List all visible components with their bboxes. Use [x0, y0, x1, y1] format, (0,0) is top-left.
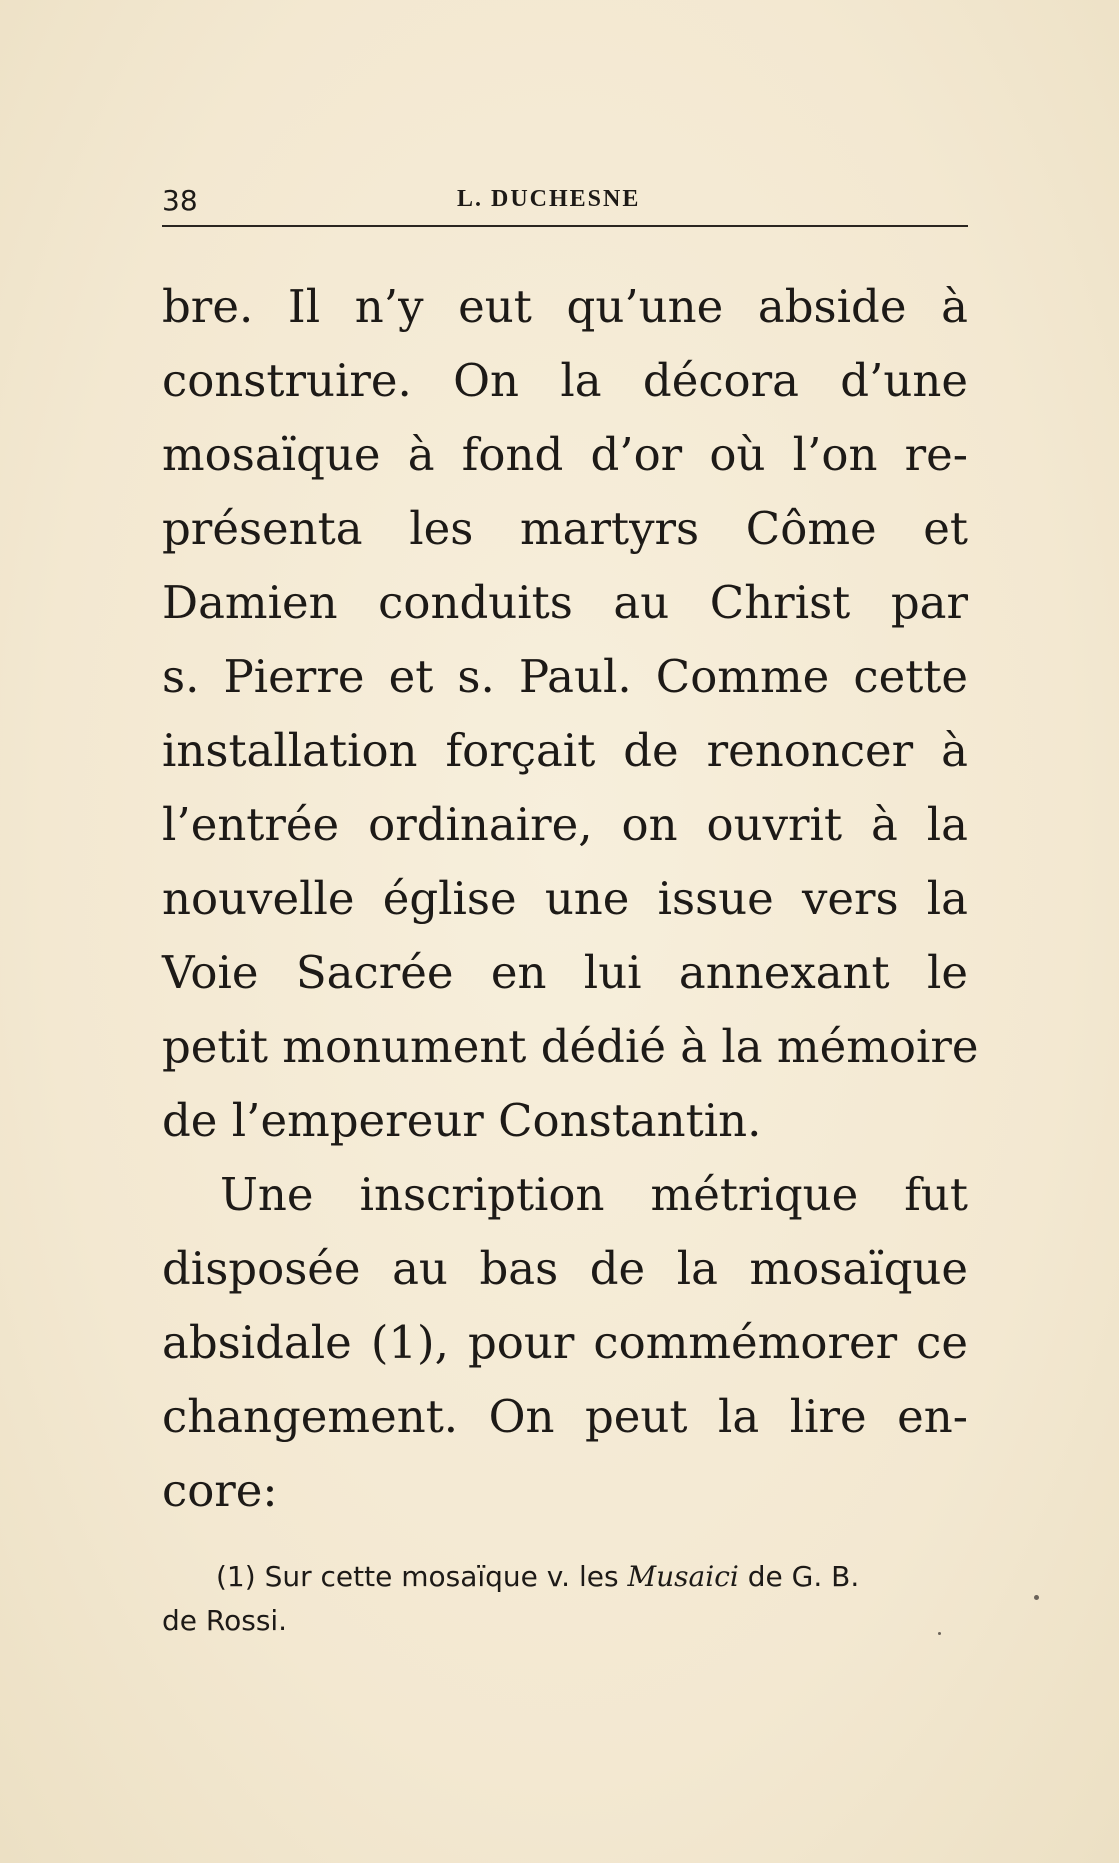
text-line: présenta les martyrs Côme et	[162, 502, 968, 555]
paragraph-start-line: Une inscription métrique fut	[220, 1168, 968, 1221]
footnote-italic-title: Musaici	[627, 1560, 739, 1593]
text-line: installation forçait de renoncer à	[162, 724, 968, 777]
text-line: construire. On la décora d’une	[162, 354, 968, 407]
header-rule	[162, 225, 968, 227]
text-line: Voie Sacrée en lui annexant le	[162, 946, 968, 999]
page-number: 38	[162, 184, 198, 217]
text-line: disposée au bas de la mosaïque	[162, 1242, 968, 1295]
text-line: Damien conduits au Christ par	[162, 576, 968, 629]
text-line: l’entrée ordinaire, on ouvrit à la	[162, 798, 968, 851]
body-text	[162, 270, 979, 1528]
text-line: bre. Il n’y eut qu’une abside à	[162, 280, 968, 333]
text-line: changement. On peut la lire en-	[162, 1390, 968, 1443]
running-head	[162, 178, 968, 224]
text-line: core:	[162, 1464, 278, 1517]
running-title: L. DUCHESNE	[457, 186, 641, 212]
text-line: petit monument dédié à la mémoire	[162, 1020, 979, 1073]
text-line: nouvelle église une issue vers la	[162, 872, 968, 925]
footnote-text: (1) Sur cette mosaïque v. les	[216, 1560, 628, 1593]
footnote-line: de Rossi.	[162, 1604, 288, 1637]
paper-speck	[1034, 1595, 1039, 1600]
footnote	[162, 1555, 968, 1643]
text-line: s. Pierre et s. Paul. Comme cette	[162, 650, 968, 703]
paper-speck	[938, 1632, 941, 1635]
text-line: absidale (1), pour commémorer ce	[162, 1316, 968, 1369]
text-line: mosaïque à fond d’or où l’on re-	[162, 428, 968, 481]
text-line: de l’empereur Constantin.	[162, 1094, 762, 1147]
footnote-text: de G. B.	[738, 1560, 860, 1593]
footnote-line	[162, 1555, 968, 1599]
